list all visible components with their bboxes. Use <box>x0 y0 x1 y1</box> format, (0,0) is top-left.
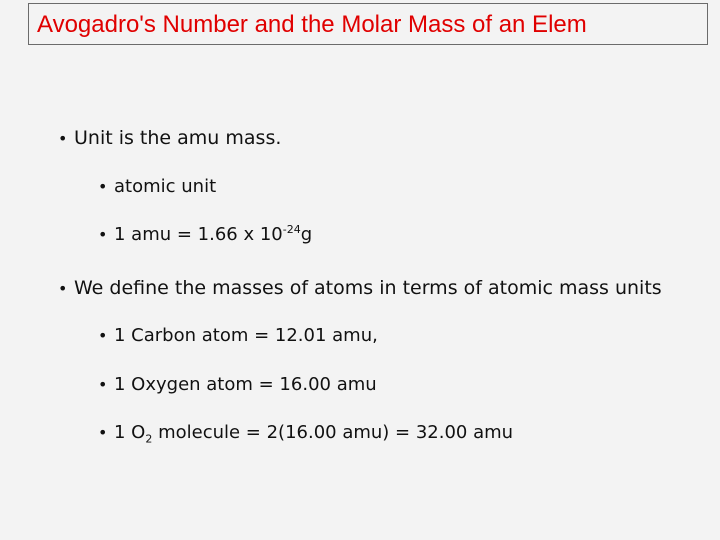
slide-title: Avogadro's Number and the Molar Mass of an Elem <box>37 11 587 38</box>
bullet-dot: • <box>98 423 108 442</box>
bullet-text: We define the masses of atoms in terms of atomic mass units <box>74 277 662 299</box>
sub-bullet-amu-grams <box>98 224 312 245</box>
bullet-dot: • <box>98 326 108 345</box>
bullet-text: Unit is the amu mass. <box>74 127 282 149</box>
bullet-amu-unit <box>58 127 281 149</box>
sub-bullet-carbon <box>98 325 378 346</box>
sub-bullet-oxygen <box>98 374 377 395</box>
sub-bullet-atomic-unit <box>98 176 216 197</box>
bullet-text: 1 Oxygen atom = 16.00 amu <box>114 374 377 395</box>
bullet-text: 1 amu = 1.66 x $10^{-24}g$ <box>114 223 313 245</box>
bullet-dot: • <box>58 129 68 148</box>
subscript: 2 <box>145 432 153 446</box>
bullet-define-masses <box>58 277 662 299</box>
sub-bullet-o2-molecule <box>98 422 514 446</box>
bullet-dot: • <box>98 375 108 394</box>
exponent: -24 <box>282 223 301 236</box>
emphasis-text: amu mass <box>177 127 276 149</box>
bullet-text: 1 Carbon atom = 12.01 amu, <box>114 325 378 346</box>
bullet-text: 1 $O_2$ molecule = 2(16.00 amu) = 32.00 amu <box>114 422 514 446</box>
bullet-dot: • <box>58 279 68 298</box>
bullet-text: atomic unit <box>114 176 217 197</box>
bullet-dot: • <box>98 177 108 196</box>
title-box <box>28 3 708 45</box>
bullet-dot: • <box>98 225 108 244</box>
